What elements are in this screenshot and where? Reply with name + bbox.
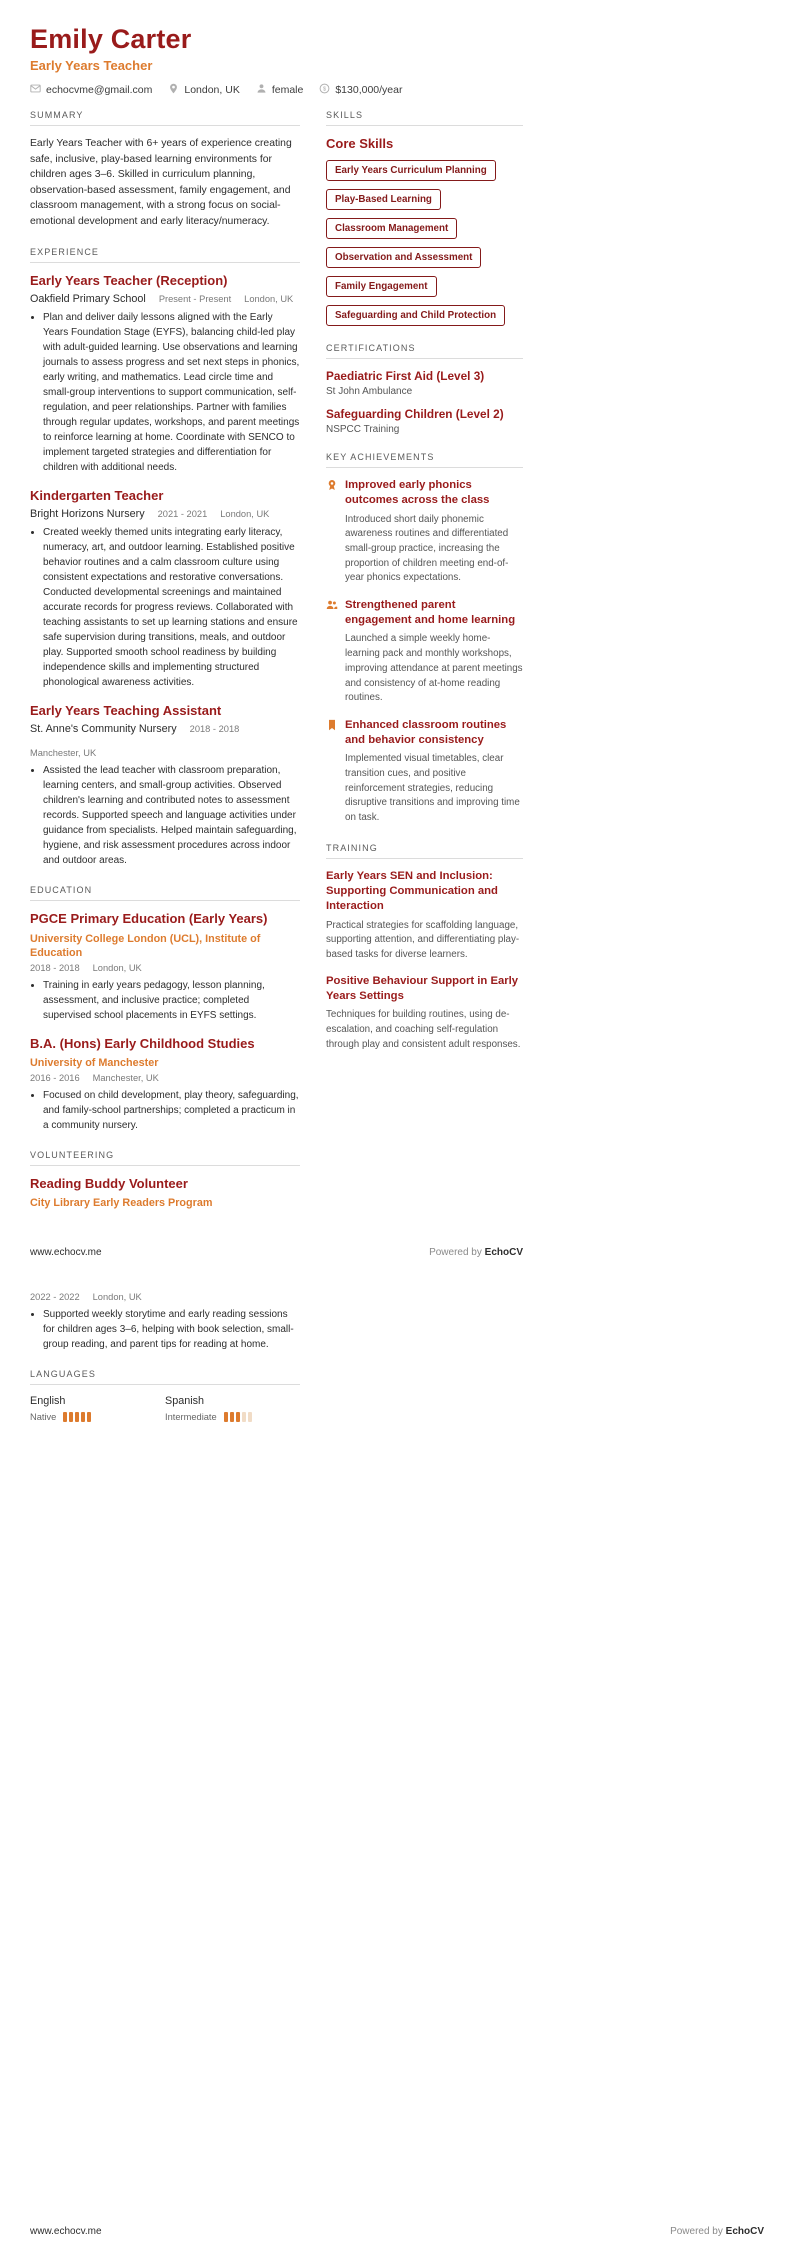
contact-location-text: London, UK	[184, 84, 240, 96]
education-dates: 2018 - 2018	[30, 962, 80, 973]
job-location: London, UK	[220, 509, 270, 520]
achievement-body	[345, 718, 523, 826]
education-dates: 2016 - 2016	[30, 1073, 80, 1083]
language-item	[30, 1395, 165, 1422]
section-label-training: TRAINING	[326, 843, 523, 859]
section-label-volunteering: VOLUNTEERING	[30, 1150, 300, 1166]
language-name: Spanish	[165, 1395, 205, 1408]
volunteer-meta	[30, 1292, 300, 1302]
job-bullets	[30, 310, 300, 475]
job-entry	[30, 273, 300, 475]
training-desc: Practical strategies for scaffolding language, supporting attention, and differentiating play-based tasks for diverse learners.	[326, 919, 520, 960]
job-company: Oakfield Primary School	[30, 292, 146, 305]
education-entry	[30, 1036, 300, 1133]
language-level-row	[30, 1412, 165, 1422]
section-label-experience: EXPERIENCE	[30, 247, 300, 263]
education-entry	[30, 911, 300, 1022]
languages-row	[30, 1395, 300, 1422]
svg-text:$: $	[323, 86, 327, 93]
education-bullets	[30, 978, 300, 1023]
powered-by[interactable]	[429, 1247, 523, 1258]
skill-pill: Play-Based Learning	[326, 189, 441, 210]
job-title: Early Years Teacher (Reception)	[30, 272, 228, 288]
job-title: Kindergarten Teacher	[30, 487, 164, 503]
job-bullets	[30, 763, 300, 868]
language-level-bars	[224, 1412, 252, 1422]
section-label-languages: LANGUAGES	[30, 1369, 300, 1385]
volunteering-entry	[30, 1176, 300, 1210]
job-entry	[30, 703, 300, 868]
bookmark-icon	[326, 719, 338, 826]
skill-pill-row	[326, 276, 523, 297]
page2-content	[30, 1292, 300, 1422]
volunteer-bullet: • Supported weekly storytime and early reading sessions for children ages 3–6, helping with book selection, small-group reading, and parent tips for reading at home.	[43, 1307, 300, 1352]
powered-prefix: Powered by	[429, 1247, 482, 1259]
education-bullets	[30, 1088, 300, 1133]
summary-text: Early Years Teacher with 6+ years of experience creating safe, inclusive, play-based learning environments for children ages 3–6. Skilled in curriculum planning, observation-based assessment, family engagement, and classroom management, with a strong focus on social-emotional development and early literacy/numeracy.	[30, 138, 292, 228]
training-entry	[326, 974, 523, 1053]
right-column	[326, 97, 523, 1223]
contact-gender	[256, 83, 304, 97]
language-level-row	[165, 1412, 300, 1422]
achievement-title: Enhanced classroom routines and behavior consistency	[345, 718, 507, 747]
certification-name: Safeguarding Children (Level 2)	[326, 407, 504, 421]
language-level: Intermediate	[165, 1412, 217, 1423]
job-meta	[30, 508, 300, 520]
section-label-achievements: KEY ACHIEVEMENTS	[326, 452, 523, 468]
candidate-title: Early Years Teacher	[30, 58, 153, 73]
users-icon	[326, 599, 338, 706]
section-label-summary: SUMMARY	[30, 110, 300, 126]
training-title: Positive Behaviour Support in Early Years Settings	[326, 974, 519, 1002]
education-meta	[30, 1073, 300, 1083]
job-location: London, UK	[244, 293, 294, 304]
education-location: Manchester, UK	[92, 1073, 159, 1083]
candidate-name: Emily Carter	[30, 24, 192, 54]
training-entry	[326, 869, 523, 963]
achievement-desc: Introduced short daily phonemic awareness routines and differentiated small-group practice, increasing the proportion of children meeting end-of-year phonics expectations.	[345, 513, 509, 584]
volunteer-location: London, UK	[92, 1292, 142, 1303]
job-company: St. Anne's Community Nursery	[30, 723, 177, 736]
job-bullets	[30, 525, 300, 690]
certification-entry	[326, 407, 523, 435]
degree-title: B.A. (Hons) Early Childhood Studies	[30, 1035, 255, 1051]
education-bullet: • Focused on child development, play theory, safeguarding, and family-school partnerships; completed a practicum in a community nursery.	[43, 1088, 300, 1133]
achievement-entry	[326, 718, 523, 826]
volunteer-dates: 2022 - 2022	[30, 1292, 80, 1303]
job-entry	[30, 488, 300, 690]
skill-pill: Safeguarding and Child Protection	[326, 305, 505, 326]
training-desc: Techniques for building routines, using de-escalation, and coaching self-regulation through play and consistent adult responses.	[326, 1009, 521, 1050]
achievement-title: Strengthened parent engagement and home learning	[345, 598, 516, 627]
skill-pill-row	[326, 218, 523, 239]
language-level-bars	[63, 1412, 91, 1422]
salary-icon	[319, 83, 330, 97]
job-meta	[30, 723, 300, 758]
left-column	[30, 97, 300, 1223]
job-dates: 2018 - 2018	[189, 724, 240, 735]
contact-row	[30, 83, 764, 97]
job-bullet: • Created weekly themed units integrating early literacy, numeracy, art, and outdoor learning. Established positive behavior routines and a calm classroom culture using consistent expectations and restorative conversations. Conducted developmental screenings and maintained accurate records for progress reviews. Collaborated with teaching assistants to set up learning stations and ensure safe supervision during transitions, meals, and outdoor play. Supported smooth school readiness by building independence skills and implementing structured phonological awareness activities.	[43, 525, 300, 690]
contact-salary	[319, 83, 402, 97]
medal-icon	[326, 479, 338, 586]
skill-pill: Observation and Assessment	[326, 247, 481, 268]
certification-issuer: NSPCC Training	[326, 424, 400, 435]
skill-pill: Family Engagement	[326, 276, 437, 297]
contact-gender-text: female	[271, 84, 304, 96]
achievement-title: Improved early phonics outcomes across the class	[345, 479, 490, 507]
achievement-desc: Implemented visual timetables, clear transition cues, and positive reinforcement strategies, reducing disruptive transitions and improving time on task.	[345, 753, 520, 824]
site-link[interactable]: www.echocv.me	[30, 1247, 102, 1259]
certification-issuer: St John Ambulance	[326, 386, 413, 397]
job-dates: Present - Present	[158, 293, 232, 304]
job-location: Manchester, UK	[30, 748, 97, 759]
page2-footer	[30, 2226, 764, 2237]
job-title: Early Years Teaching Assistant	[30, 703, 222, 719]
skill-pill-row	[326, 247, 523, 268]
language-level: Native	[30, 1412, 57, 1423]
skill-pill: Early Years Curriculum Planning	[326, 160, 496, 181]
location-pin-icon	[168, 83, 179, 97]
skill-pill-row	[326, 160, 523, 181]
person-icon	[256, 83, 267, 97]
section-label-certifications: CERTIFICATIONS	[326, 343, 523, 359]
contact-location	[168, 83, 239, 97]
degree-title: PGCE Primary Education (Early Years)	[30, 911, 268, 927]
language-item	[165, 1395, 300, 1422]
job-bullet: • Assisted the lead teacher with classroom preparation, learning centers, and small-group activities. Observed children's learning and contributed notes to assessment records. Supported speech and language activities under guidance from specialists. Helped maintain safeguarding, hygiene, and risk assessment procedures across indoor and outdoor areas.	[43, 763, 300, 868]
school-name: University College London (UCL), Institute of Education	[30, 932, 261, 959]
language-name: English	[30, 1395, 66, 1408]
site-link[interactable]: www.echocv.me	[30, 2226, 102, 2237]
education-meta	[30, 963, 300, 973]
section-label-skills: SKILLS	[326, 110, 523, 126]
certification-name: Paediatric First Aid (Level 3)	[326, 369, 485, 383]
contact-salary-text: $130,000/year	[335, 84, 403, 96]
skill-pill-row	[326, 305, 523, 326]
section-label-education: EDUCATION	[30, 885, 300, 901]
job-meta	[30, 293, 300, 305]
powered-prefix: Powered by	[670, 2226, 723, 2237]
training-title: Early Years SEN and Inclusion: Supporting Communication and Interaction	[326, 869, 498, 913]
education-location: London, UK	[92, 962, 142, 973]
volunteer-bullets	[30, 1307, 300, 1352]
volunteer-org: City Library Early Readers Program	[30, 1197, 213, 1210]
main-columns	[30, 97, 764, 1223]
brand-name: EchoCV	[484, 1247, 523, 1259]
achievement-entry	[326, 478, 523, 586]
job-company: Bright Horizons Nursery	[30, 508, 145, 521]
certification-entry	[326, 369, 523, 397]
skills-group-title: Core Skills	[326, 136, 394, 151]
contact-email[interactable]	[30, 83, 152, 97]
job-bullet: • Plan and deliver daily lessons aligned with the Early Years Foundation Stage (EYFS), balancing child-led play with adult-guided learning. Use observations and learning journals to assess progress and set next steps in phonics, early writing, and mathematics. Lead circle time and small-group interventions to support communication, self-regulation, and peer relationships. Partner with families through regular updates, workshops, and parent meetings to reinforce learning at home. Coordinate with SENCO to implement targeted strategies and differentiation for children with additional needs.	[43, 310, 300, 475]
skill-pill: Classroom Management	[326, 218, 457, 239]
volunteer-title: Reading Buddy Volunteer	[30, 1176, 188, 1191]
education-bullet: • Training in early years pedagogy, lesson planning, assessment, and inclusive practice; completed supervised school placements in EYFS settings.	[43, 978, 300, 1023]
achievement-entry	[326, 598, 523, 706]
powered-by[interactable]	[670, 2226, 764, 2237]
school-name: University of Manchester	[30, 1056, 159, 1069]
job-dates: 2021 - 2021	[157, 509, 208, 520]
skill-pill-row	[326, 189, 523, 210]
page1-footer	[30, 1247, 523, 1258]
achievement-body	[345, 478, 523, 586]
achievement-body	[345, 598, 523, 706]
email-icon	[30, 83, 41, 97]
contact-email-text: echocvme@gmail.com	[46, 84, 153, 96]
achievement-desc: Launched a simple weekly home-learning pack and monthly workshops, improving attendance at parent meetings and consistency of at-home reading routines.	[345, 633, 523, 704]
brand-name: EchoCV	[725, 2226, 764, 2237]
